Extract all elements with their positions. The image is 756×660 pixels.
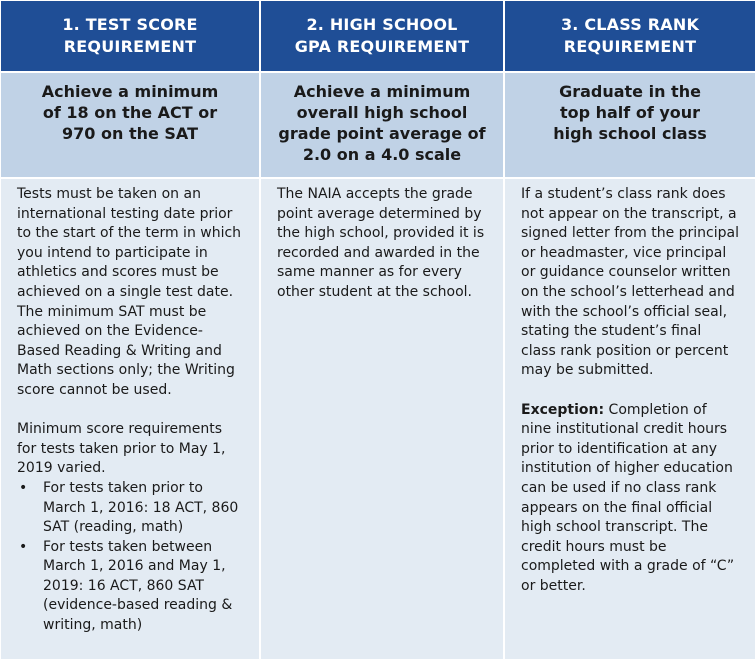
header-line: 3. CLASS RANK (560, 15, 700, 34)
header-line: 1. TEST SCORE (62, 15, 198, 34)
exception-text: Completion of nine institutional credit hours prior to identification at any institution of higher education can be used if no class rank appears on the final official high school transcript. The credit hours must be completed with a grade of “C” or better. (521, 401, 735, 594)
details-test-score (0, 178, 260, 660)
details-class-rank (504, 178, 756, 660)
header-test-score (0, 0, 260, 72)
summary-class-rank (504, 72, 756, 178)
header-line: 2. HIGH SCHOOL (306, 15, 458, 34)
header-line: GPA REQUIREMENT (294, 37, 470, 56)
paragraph: If a student’s class rank does not appear on the transcript, a signed letter from the principal or headmaster, vice principal or guidance counselor written on the school’s letterhead and with the school’s official seal, stating the student’s final class rank position or percent may be submitted. (521, 186, 739, 379)
summary-text: Graduate in the top half of your high school class (553, 82, 707, 143)
header-class-rank (504, 0, 756, 72)
bullet-list (17, 479, 243, 636)
list-item: • For tests taken prior to March 1, 2016: 18 ACT, 860 SAT (reading, math) (17, 479, 243, 538)
list-item: • For tests taken between March 1, 2016 and May 1, 2019: 16 ACT, 860 SAT (evidence-based reading & writing, math) (17, 538, 243, 636)
summary-text: Achieve a minimum of 18 on the ACT or 970 on the SAT (41, 82, 219, 143)
header-line: REQUIREMENT (63, 37, 197, 56)
paragraph: Tests must be taken on an international testing date prior to the start of the term in which you intend to participate in athletics and scores must be achieved on a single test date. The minimum SAT must be achieved on the Evidence-Based Reading & Writing and Math sections only; the Writing score cannot be used. (17, 186, 242, 398)
exception-paragraph (521, 401, 739, 597)
summary-text: Achieve a minimum overall high school grade point average of 2.0 on a 4.0 scale (278, 82, 486, 164)
exception-label: Exception: (521, 401, 605, 418)
summary-gpa (260, 72, 504, 178)
paragraph: Minimum score requirements for tests taken prior to May 1, 2019 varied. (17, 421, 226, 477)
paragraph: The NAIA accepts the grade point average determined by the high school, provided it is recorded and awarded in the same manner as for every other student at the school. (277, 186, 485, 300)
summary-test-score (0, 72, 260, 178)
header-gpa (260, 0, 504, 72)
details-gpa (260, 178, 504, 660)
header-line: REQUIREMENT (563, 37, 697, 56)
